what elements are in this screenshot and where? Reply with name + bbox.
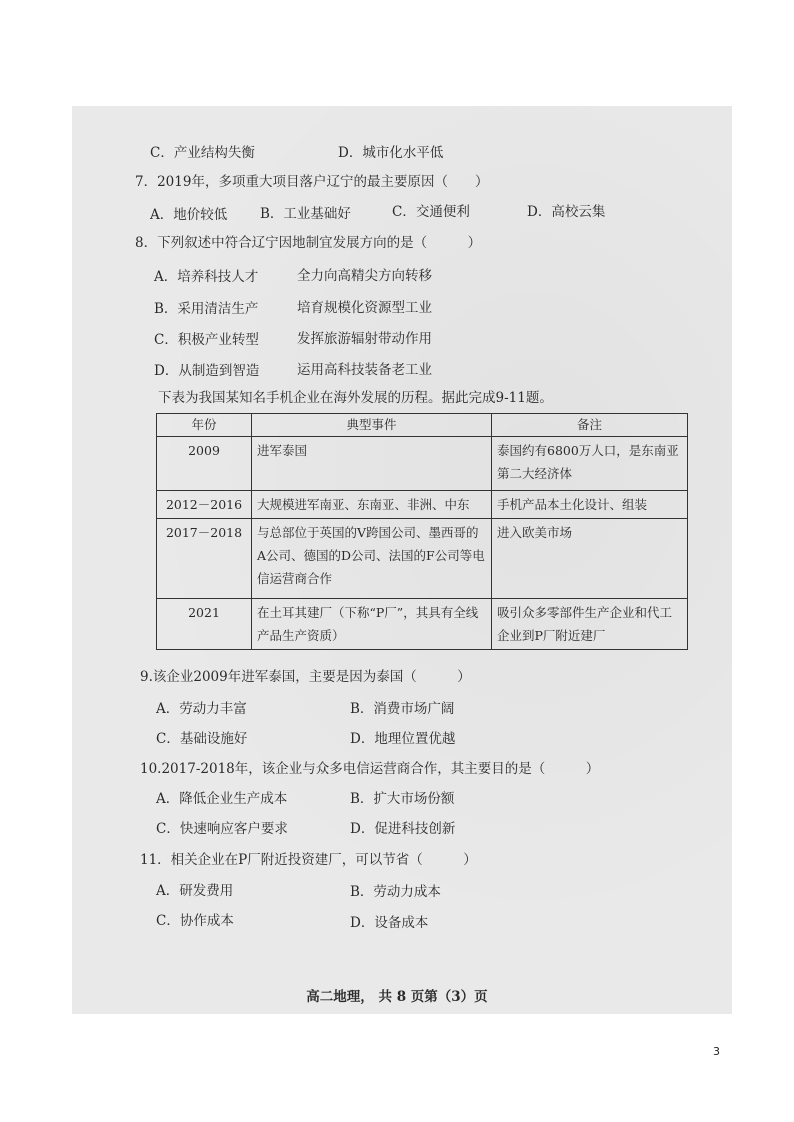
q11-option-c: C．协作成本	[156, 913, 234, 929]
q11-stem: 11．相关企业在P厂附近投资建厂，可以节省（ ）	[140, 852, 477, 868]
q9-option-c: C．基础设施好	[156, 731, 248, 747]
q10-stem: 10.2017-2018年，该企业与众多电信运营商合作，其主要目的是（ ）	[140, 761, 600, 777]
table-header-year: 年份	[157, 414, 252, 437]
table-cell-event: 进军泰国	[252, 437, 492, 491]
q9-stem: 9.该企业2009年进军泰国，主要是因为泰国（ ）	[140, 669, 471, 685]
q7-option-d: D．高校云集	[527, 204, 606, 220]
table-cell-event: 在土耳其建厂（下称“P厂”，其具有全线产品生产资质）	[252, 599, 492, 650]
q6-option-d: D．城市化水平低	[338, 145, 444, 161]
q9-option-d: D．地理位置优越	[350, 731, 456, 747]
q10-option-c: C．快速响应客户要求	[156, 821, 288, 837]
table-cell-year: 2021	[157, 599, 252, 650]
q8-option-a-label: A．培养科技人才	[154, 269, 259, 285]
q9-option-b: B．消费市场广阔	[350, 701, 455, 717]
q7-option-a: A．地价较低	[150, 207, 228, 223]
table-cell-year: 2012－2016	[157, 491, 252, 519]
table-row	[157, 437, 688, 491]
history-table	[156, 413, 688, 650]
table-cell-event: 大规模进军南亚、东南亚、非洲、中东	[252, 491, 492, 519]
table-header-row	[157, 414, 688, 437]
q11-option-b: B．劳动力成本	[350, 884, 441, 900]
q8-option-b-label: B．采用清洁生产	[154, 301, 259, 317]
q7-option-c: C．交通便利	[392, 204, 470, 220]
table-header-event: 典型事件	[252, 414, 492, 437]
table-cell-year: 2017－2018	[157, 519, 252, 599]
q8-option-b-detail: 培育规模化资源型工业	[297, 300, 432, 316]
q10-option-b: B．扩大市场份额	[350, 791, 455, 807]
table-row	[157, 491, 688, 519]
q6-option-c: C．产业结构失衡	[150, 145, 255, 161]
q8-stem: 8．下列叙述中符合辽宁因地制宜发展方向的是（ ）	[135, 235, 482, 251]
q8-option-c-detail: 发挥旅游辐射带动作用	[297, 331, 432, 347]
q9-option-a: A．劳动力丰富	[156, 701, 247, 717]
q8-option-d-detail: 运用高科技装备老工业	[297, 362, 432, 378]
q11-option-d: D．设备成本	[350, 915, 429, 931]
table-intro: 下表为我国某知名手机企业在海外发展的历程。据此完成9-11题。	[158, 390, 553, 406]
q8-option-c-label: C．积极产业转型	[154, 332, 259, 348]
page-footer: 高二地理， 共 8 页第（3）页	[306, 989, 488, 1005]
q7-stem: 7．2019年，多项重大项目落户辽宁的最主要原因（ ）	[135, 174, 489, 190]
table-cell-note: 手机产品本土化设计、组装	[492, 491, 688, 519]
q11-option-a: A．研发费用	[156, 883, 234, 899]
table-cell-year: 2009	[157, 437, 252, 491]
table-cell-event: 与总部位于英国的V跨国公司、墨西哥的A公司、德国的D公司、法国的F公司等电信运营商合作	[252, 519, 492, 599]
table-cell-note: 吸引众多零部件生产企业和代工企业到P厂附近建厂	[492, 599, 688, 650]
q8-option-d-label: D．从制造到智造	[154, 363, 260, 379]
table-row	[157, 519, 688, 599]
q8-option-a-detail: 全力向高精尖方向转移	[297, 268, 432, 284]
q10-option-a: A．降低企业生产成本	[156, 791, 288, 807]
q7-option-b: B．工业基础好	[260, 206, 351, 222]
page-number: 3	[713, 1045, 720, 1058]
table-cell-note: 进入欧美市场	[492, 519, 688, 599]
table-cell-note: 泰国约有6800万人口，是东南亚第二大经济体	[492, 437, 688, 491]
table-row	[157, 599, 688, 650]
table-header-note: 备注	[492, 414, 688, 437]
q10-option-d: D．促进科技创新	[350, 821, 456, 837]
